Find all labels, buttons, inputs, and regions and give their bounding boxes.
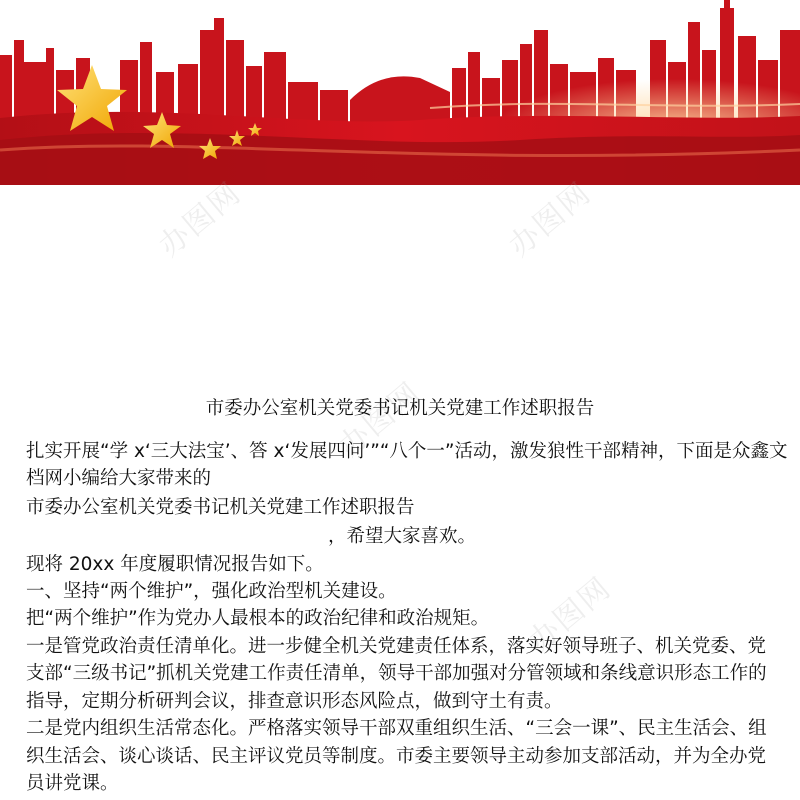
watermark: 办图网 xyxy=(502,175,599,264)
paragraph-line: 把“两个维护”作为党办人最根本的政治纪律和政治规矩。 xyxy=(26,608,490,629)
document-title: 市委办公室机关党委书记机关党建工作述职报告 xyxy=(205,398,595,419)
paragraph-line: 档网小编给大家带来的 xyxy=(26,468,212,489)
paragraph-line: 二是党内组织生活常态化。严格落实领导干部双重组织生活、“三会一课”、民主生活会、组 xyxy=(26,718,767,739)
paragraph-line: 现将 20xx 年度履职情况报告如下。 xyxy=(26,554,324,575)
watermark: 办图网 xyxy=(332,375,429,464)
paragraph-line: 扎实开展“学 x‘三大法宝’、答 x‘发展四问’”“八个一”活动，激发狼性干部精神，下面是众鑫文 xyxy=(26,441,788,462)
paragraph-line: 织生活会、谈心谈话、民主评议党员等制度。市委主要领导主动参加支部活动，并为全办党 xyxy=(26,746,767,767)
city-skyline-banner xyxy=(0,0,800,185)
paragraph-line: ，希望大家喜欢。 xyxy=(328,526,477,547)
paragraph-line: 员讲党课。 xyxy=(26,773,119,794)
watermark: 办图网 xyxy=(152,175,249,264)
paragraph-line: 一是管党政治责任清单化。进一步健全机关党建责任体系，落实好领导班子、机关党委、党 xyxy=(26,636,767,657)
section-heading: 一、坚持“两个维护”，强化政治型机关建设。 xyxy=(26,581,397,602)
paragraph-line: 市委办公室机关党委书记机关党建工作述职报告 xyxy=(26,497,415,518)
header-banner xyxy=(0,0,800,185)
watermark: 办图网 xyxy=(522,570,619,659)
paragraph-line: 指导，定期分析研判会议，排查意识形态风险点，做到守土有责。 xyxy=(26,691,563,712)
paragraph-line: 支部“三级书记”抓机关党建工作责任清单，领导干部加强对分管领域和条线意识形态工作的 xyxy=(26,663,767,684)
